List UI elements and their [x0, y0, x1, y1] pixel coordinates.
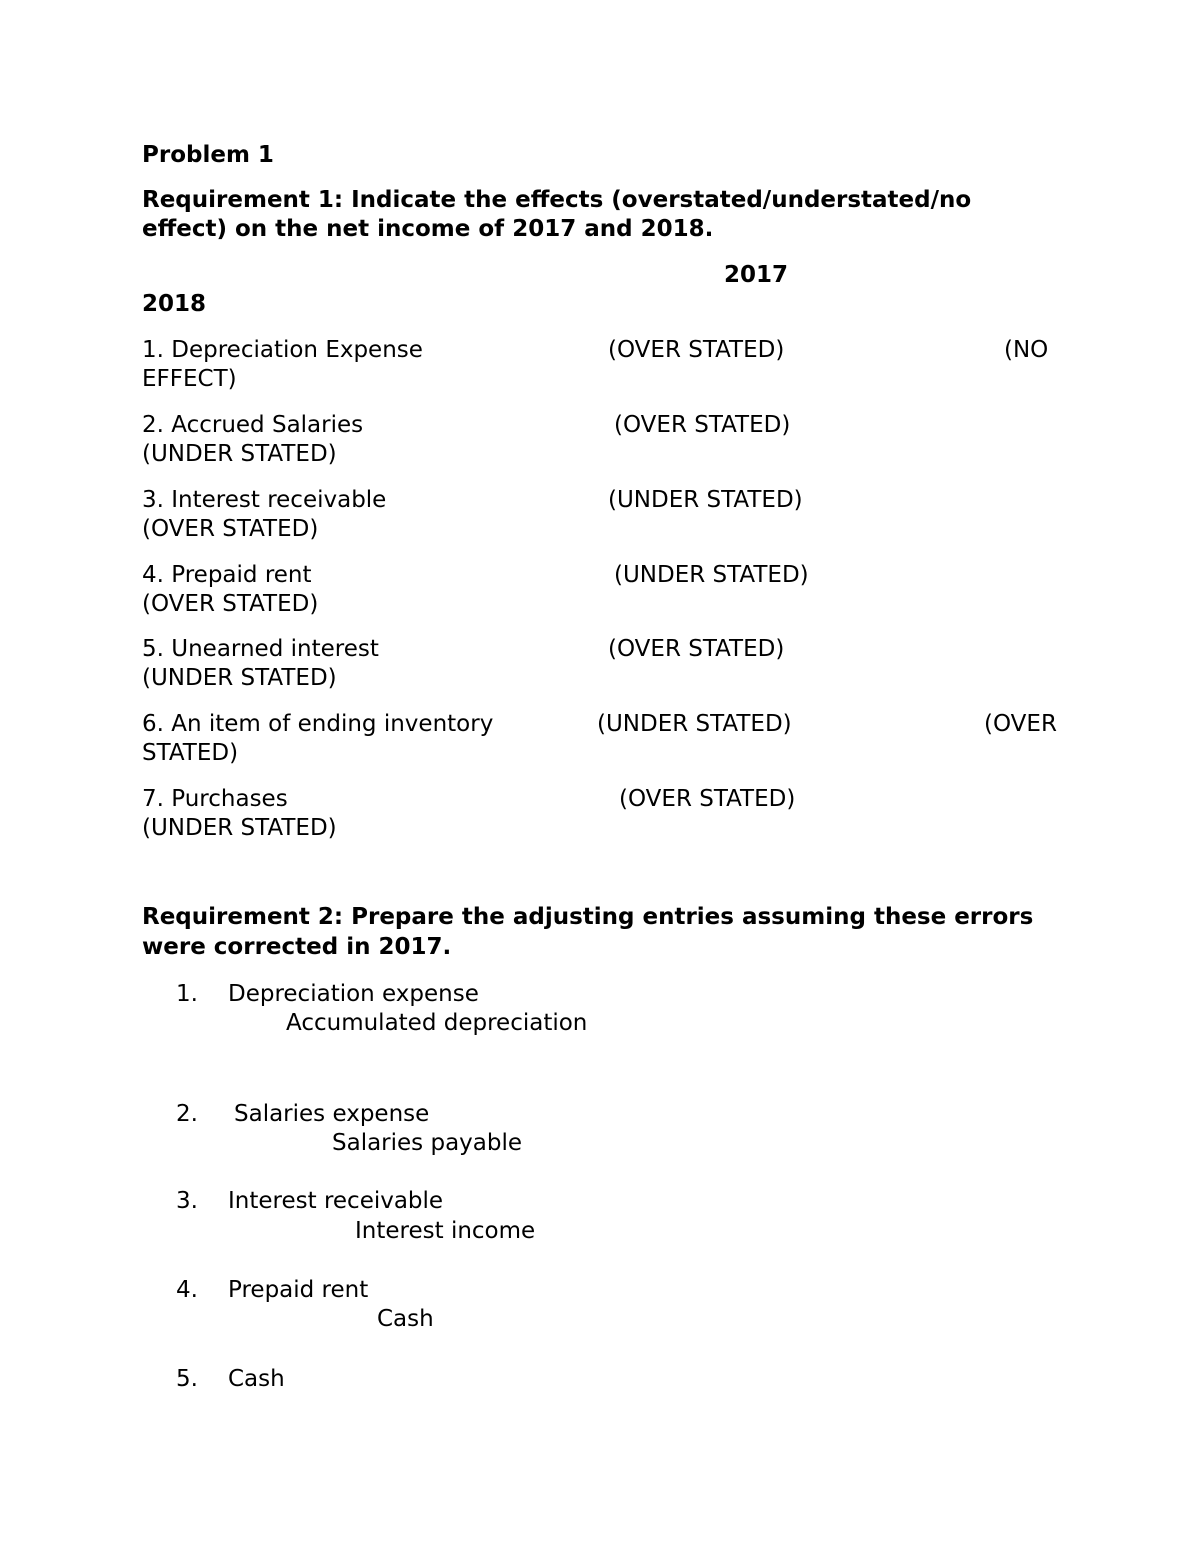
effect-row-2018: (UNDER STATED)	[142, 665, 337, 691]
effect-row-2017: (OVER STATED)	[608, 636, 785, 662]
column-header-2017: 2017	[724, 262, 789, 288]
requirement-2-heading-line-2: were corrected in 2017.	[142, 934, 452, 960]
requirement-1-heading-line-1: Requirement 1: Indicate the effects (overstated/understated/no	[142, 187, 972, 213]
entry-number: 4.	[176, 1277, 198, 1303]
effect-row-2018: (OVER STATED)	[142, 516, 319, 542]
effect-row-item: 3. Interest receivable	[142, 487, 387, 513]
entry-credit-account: Salaries payable	[332, 1130, 523, 1156]
effect-row-item: 1. Depreciation Expense	[142, 337, 423, 363]
effect-row-2018: (UNDER STATED)	[142, 815, 337, 841]
effect-row-2018-wrap: EFFECT)	[142, 366, 237, 392]
entry-debit-account: Cash	[228, 1366, 285, 1392]
effect-row-2018: (UNDER STATED)	[142, 441, 337, 467]
effect-row-item: 2. Accrued Salaries	[142, 412, 364, 438]
entry-number: 5.	[176, 1366, 198, 1392]
problem-title: Problem 1	[142, 142, 274, 168]
effect-row-2017: (OVER STATED)	[619, 786, 796, 812]
effect-row-2017: (UNDER STATED)	[614, 562, 809, 588]
entry-number: 1.	[176, 981, 198, 1007]
entry-number: 2.	[176, 1101, 198, 1127]
entry-debit-account: Prepaid rent	[228, 1277, 369, 1303]
entry-debit-account: Depreciation expense	[228, 981, 479, 1007]
entry-credit-account: Cash	[377, 1306, 434, 1332]
effect-row-2018: (OVER STATED)	[142, 591, 319, 617]
effect-row-2017: (UNDER STATED)	[597, 711, 792, 737]
effect-row-2017: (OVER STATED)	[608, 337, 785, 363]
column-header-2018: 2018	[142, 291, 207, 317]
entry-debit-account: Salaries expense	[234, 1101, 430, 1127]
effect-row-item: 7. Purchases	[142, 786, 288, 812]
effect-row-2018: (NO	[1004, 337, 1049, 363]
effect-row-2017: (UNDER STATED)	[608, 487, 803, 513]
effect-row-item: 5. Unearned interest	[142, 636, 379, 662]
effect-row-item: 4. Prepaid rent	[142, 562, 312, 588]
entry-number: 3.	[176, 1188, 198, 1214]
entry-credit-account: Interest income	[355, 1218, 536, 1244]
entry-credit-account: Accumulated depreciation	[286, 1010, 588, 1036]
effect-row-2017: (OVER STATED)	[614, 412, 791, 438]
effect-row-2018: (OVER	[984, 711, 1057, 737]
entry-debit-account: Interest receivable	[228, 1188, 444, 1214]
effect-row-2018-wrap: STATED)	[142, 740, 239, 766]
effect-row-item: 6. An item of ending inventory	[142, 711, 494, 737]
requirement-2-heading-line-1: Requirement 2: Prepare the adjusting entries assuming these errors	[142, 904, 1034, 930]
requirement-1-heading-line-2: effect) on the net income of 2017 and 2018.	[142, 216, 714, 242]
